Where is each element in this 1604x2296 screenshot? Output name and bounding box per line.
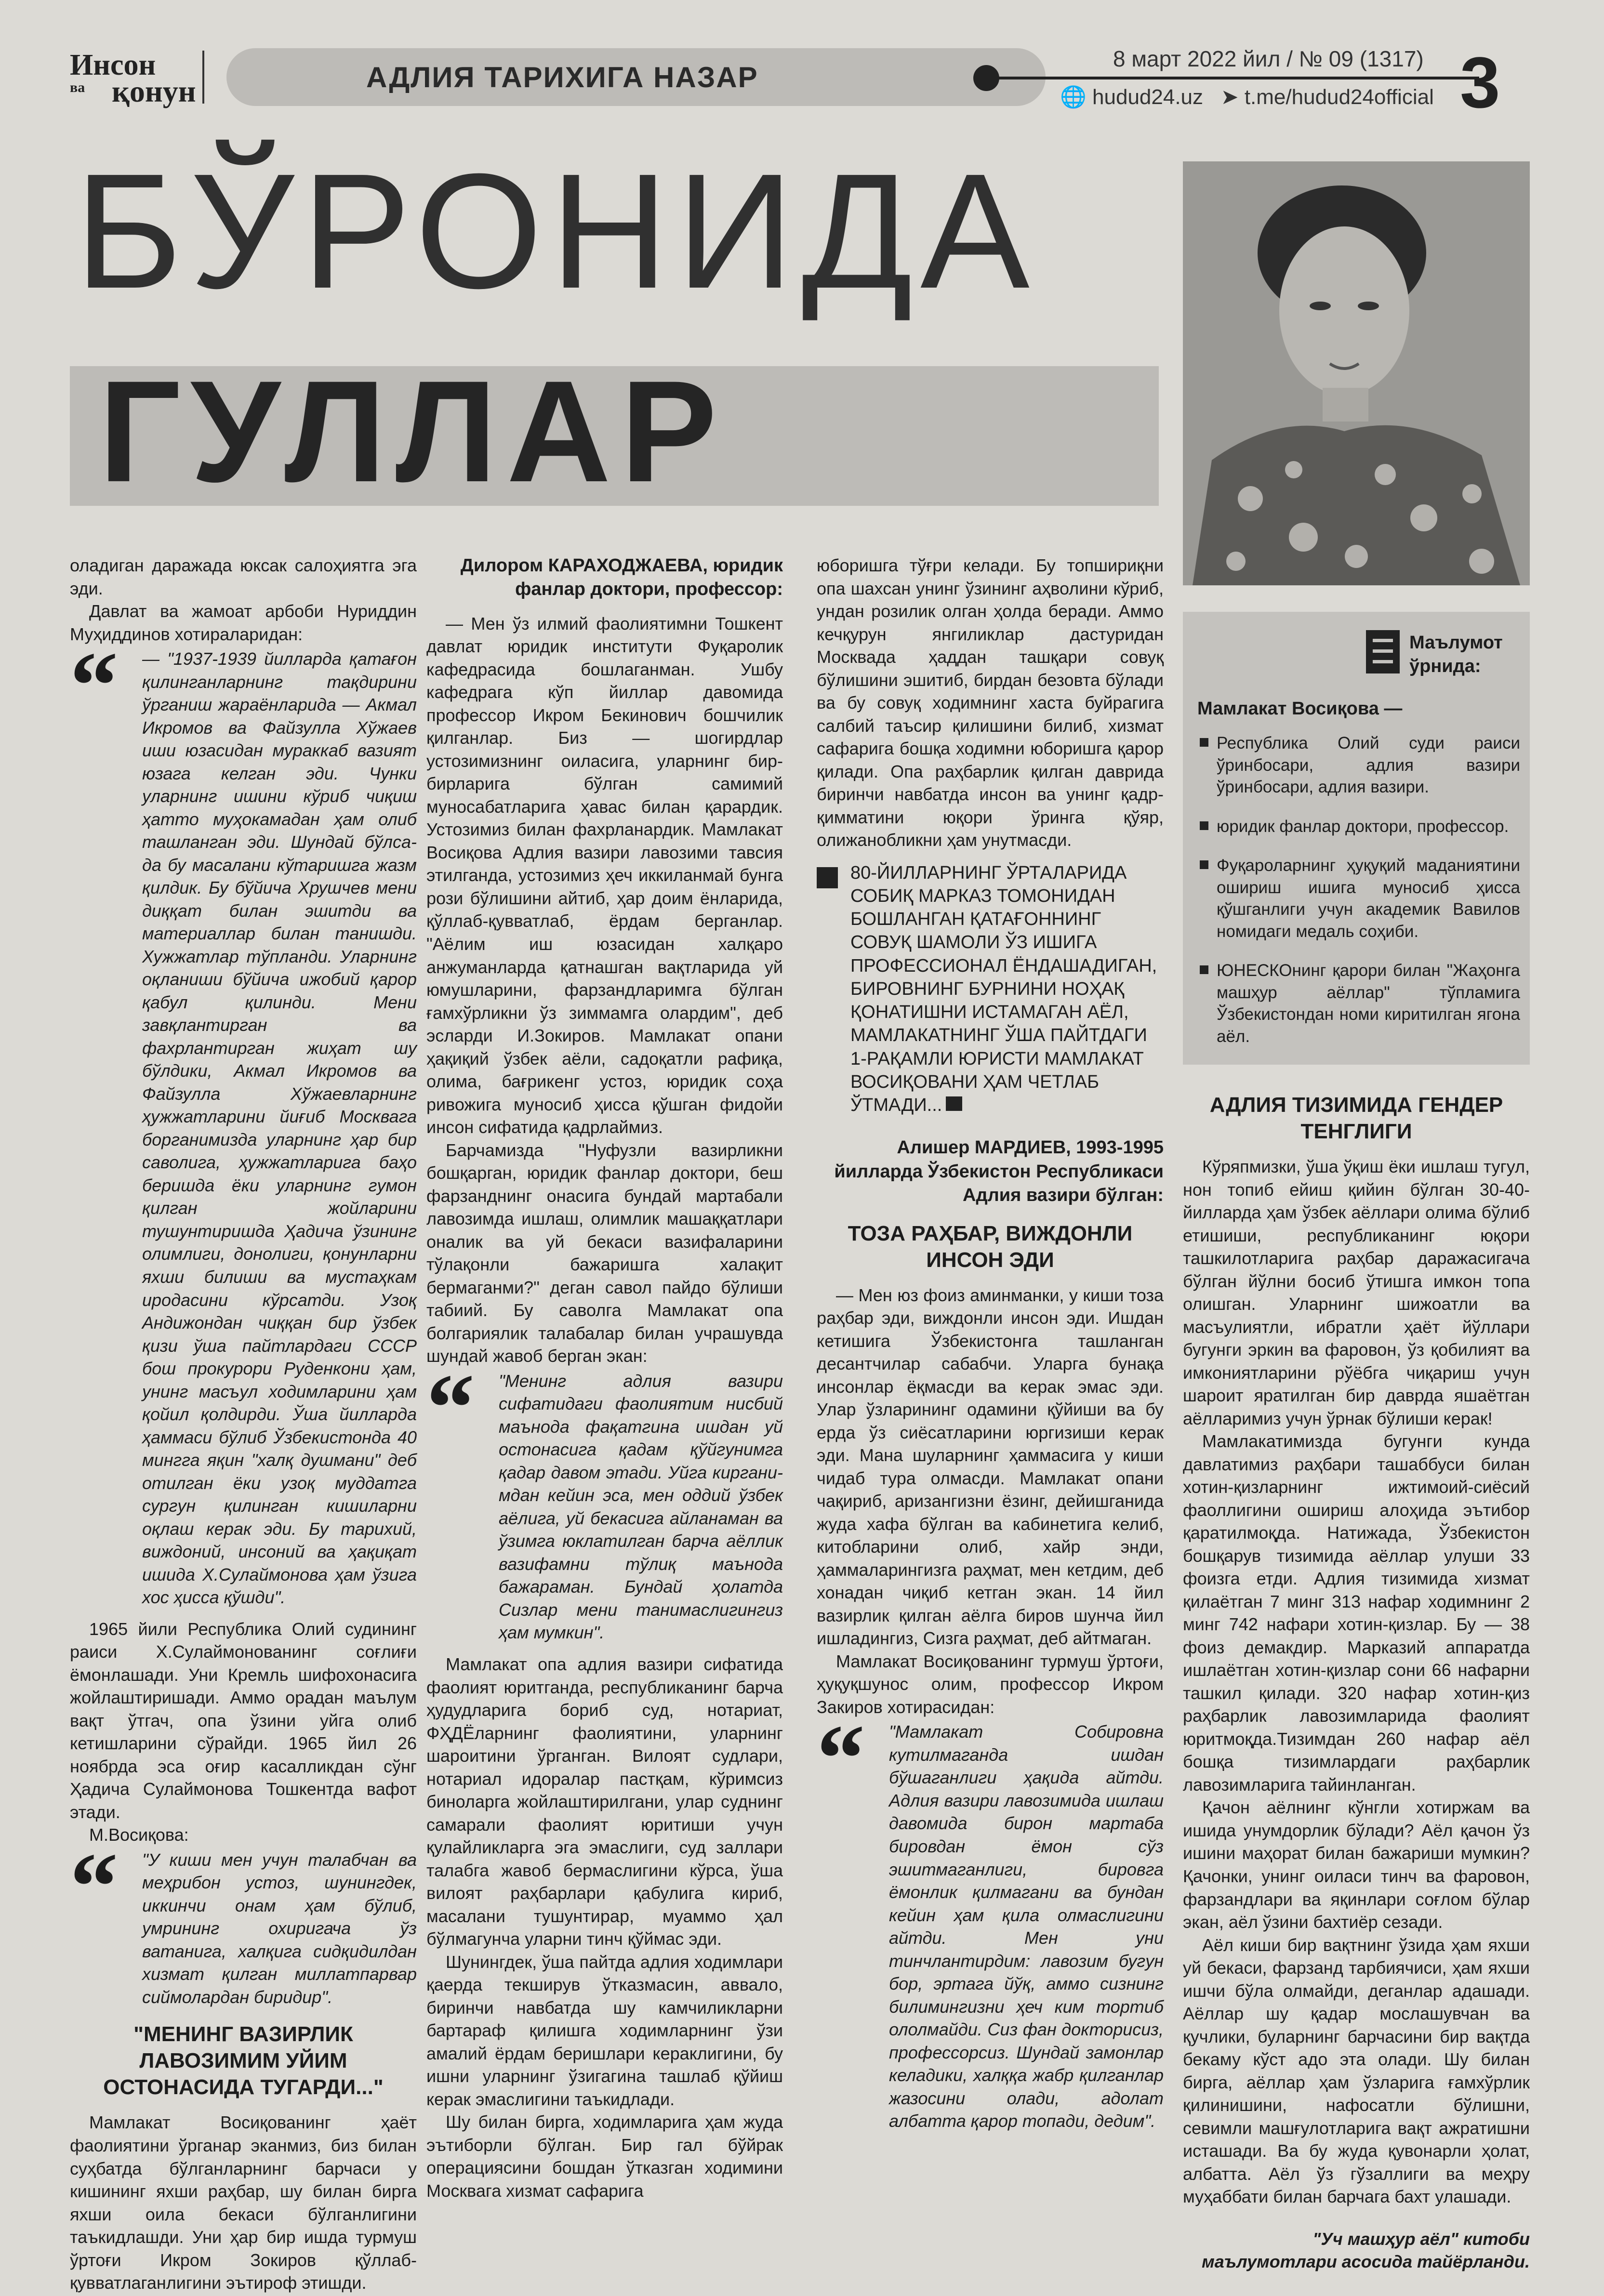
quote-block — [817, 1705, 1164, 2132]
paragraph: 1965 йили Республика Олий судининг раиси Х.Сулаймонованинг соғлиғи ёмонлашади. Уни Кремль шифохонасига жойлаштиришади. Аммо орадан маълум вақт ўтгач, опа ўзини уйга олиб кетишларини сўрайди. 1965 йил 26 ноябрда эса оғир касалликдан сўнг Ҳадича Сулаймонова Тошкентда вафот этади. — [70, 1619, 417, 1822]
headline-line1: БЎРОНИДА — [75, 140, 1037, 323]
quote-mark-icon: “ — [70, 1833, 118, 1940]
page-number: 3 — [1460, 42, 1500, 123]
paragraph: Шу билан бирга, ходимларига ҳам жуда эътиборли бўлган. Бир гал бўйрак операциясини бошдан ўтказган ходимини Москвага хизмат сафарига — [426, 2112, 783, 2201]
quote-text: "Менинг адлия вазири сифатидаги фаолиятим нисбий маънода фақатгина ишдан уй остонасига қадам қўйгунимга қадар давом этади. Уйга кирганимдан кейин эса, мен оддий ўзбек аёлига, уй бекасига айланаман ва ўзимга юклатилган барча аёллик вазифамни тўлиқ маънода бажараман. Бундай ҳолатда Сизлар мени танимаслигингиз ҳам мумкин". — [499, 1371, 783, 1643]
byline: Алишер МАРДИЕВ, 1993-1995 йилларда Ўзбекистон Республикаси Адлия вазири бўлган: — [834, 1137, 1164, 1206]
quote-mark-icon: “ — [426, 1354, 475, 1461]
paragraph: М.Восиқова: — [89, 1825, 189, 1845]
quote-text: — "1937-1939 йилларда қатағон қилинганларнинг тақдирини ўрганиш жараёнларида — Акмал Икромов ва Файзулла Хўжаев иши юзасидан мураккаб вазият юзага келган эди. Чунки уларнинг ишини кўриб чиқиш ҳатто муҳокамадан ҳам олиб ташланган эди. Шундай бўлса-да бу масалани кўтаришга жазм қилдик. Бу бўйича Хрушчев мени диққат билан эшитди ва материаллар билан танишди. Хужжатлар тўпланди. Уларнинг оқланиши бўйича ижобий қарор қабул қилинди. Мени завқлантирган ва фахрлантирган жиҳат шу бўлдики, Акмал Икромов ва Файзулла Хўжаевларнинг ҳужжатларини йиғиб Москвага борганимизда уларнинг ҳар бир саволига, ҳужжатларига баҳо беришда ёки уларнинг гумон қилган жойларини тушунтиришда Ҳадича ўзининг олимлиги, донолиги, қонунларни яхши билиши ва мустаҳкам иродасини кўрсатди. Узоқ Андижондан чиққан бир ўзбек қизи ўша пайтлардаги СССР бош прокурори Руденкони ҳам, унинг масъул ходимларини ҳам қойил қолдирди. Ўша йилларда ҳаммаси бўлиб Ўзбекистонда 40 мингга яқин "халқ душмани" деб отилган ёки узоқ муддатга сургун қилинган кишиларни оқлаш керак эди. Бу тарихий, виждоний, инсоний ва ҳақиқат ишида Х.Сулаймонова ҳам ўзига хос ҳисса қўшди". — [142, 649, 417, 1608]
paragraph: Қачон аёлнинг кўнгли хотиржам ва ишида унумдорлик бўлади? Аёл қачон ўз ишини маҳорат билан бажариши мумкин? Қачонки, унинг оиласи тинч ва фаровон, фарзандлари ва яқинлари соғлом бўлар экан, аёл ўзини бахтиёр сезади. — [1183, 1797, 1530, 1932]
headline-line2: ГУЛЛАР — [99, 350, 727, 512]
quote-text: "Мамлакат Собировна кутилмаганда ишдан бўшаганлиги ҳақида айтди. Адлия вазири лавозимида ишлаш давомида бирон мартаба бировдан ёмон сўз эшитмаганлиги, бировга ёмонлик қилмагани ва бундан кейин ҳам қила олмаслигини айтди. Мен уни тинчлантирдим: лавозим бугун бор, эртага йўқ, аммо сизнинг билимингизни ҳеч ким тортиб ололмайди. Сиз фан докторисиз, профессорсиз. Шундай замонлар келадики, халққа жабр қилганлар жазосини олади, адолат албатта қарор топади, дедим". — [889, 1722, 1164, 2131]
paragraph: Мамлакат Восиқованинг турмуш ўртоғи, ҳуқуқшунос олим, профессор Икром Закиров хотирасидан: — [817, 1651, 1164, 1717]
issue-date: 8 март 2022 йил / № 09 (1317) — [1113, 46, 1424, 71]
list-item: юридик фанлар доктори, профессор. — [1197, 816, 1520, 838]
corner-mark-end-icon — [946, 1096, 962, 1111]
column-4 — [1183, 1079, 1530, 2273]
paragraph: Кўряпмизки, ўша ўқиш ёки ишлаш тугул, нон топиб ейиш қийин бўлган 30-40-йилларда ҳам ўзбек аёллари олима бўлиб етишиши, республиканинг юқори ташкилотларига раҳбар даражасигача бўлган йўлни босиб ўтишга имкон топа олишган. Уларнинг шижоатли ва масъулиятли, ибратли ҳаёт йўллари бугунги эркин ва фаровон, ўз қобилият ва имкониятларини рўёбга чиқариш учун шароит яратилган бир даврда яшаётган аёлларимиз учун ўрнак бўлиши керак! — [1183, 1157, 1530, 1428]
header-rule — [997, 77, 1479, 79]
site-link[interactable]: hudud24.uz — [1092, 85, 1204, 109]
list-item: Республика Олий суди раиси ўринбосари, адлия вазири ўринбосари, адлия вазири. — [1197, 732, 1520, 798]
newspaper-logo — [67, 46, 198, 108]
pull-quote-text: 80-ЙИЛЛАРНИНГ ЎРТАЛАРИДА СОБИҚ МАРКАЗ ТОМОНИДАН БОШЛАНГАН ҚАТАҒОННИНГ СОВУҚ ШАМОЛИ ЎЗ ИШИГА ПРОФЕССИОНАЛ ЁНДАШАДИГАН, БИРОВНИНГ БУРНИНИ НОҲАҚ ҚОНАТИШНИ ИСТАМАГАН АЁЛ, МАМЛАКАТНИНГ ЎША ПАЙТДАГИ 1-РАҚАМЛИ ЮРИСТИ МАМЛАКАТ ВОСИҚОВАНИ ҲАМ ЧЕТЛАБ ЎТМАДИ... — [850, 862, 1157, 1116]
info-sidebar — [1183, 612, 1530, 1065]
column-1 — [70, 554, 417, 2295]
byline: Дилором КАРАХОДЖАЕВА, юридик фанлар доктори, профессор: — [460, 555, 783, 600]
paragraph: Мамлакат опа адлия вазири сифатида фаолият юритганда, республиканинг барча ҳудудларига бориб суд, нотариат, ФҲДЁларнинг фаолиятини, уларнинг шароитини ўрганган. Вилоят судлари, нотариал идоралар пастқам, кўримсиз биноларга жойлаштирилгани, улар суднинг самарали фаолият юритиши учун қулайликларга эга эмаслиги, суд заллари талабга жавоб бермаслигини кўрса, ўша вилоят раҳбарлари қабулига кириб, масалани тушунтирар, муаммо ҳал бўлмагунча уларни тинч қўймас эди. — [426, 1654, 783, 1949]
paragraph: оладиган даражада юксак салоҳиятга эга эди. — [70, 555, 417, 598]
quote-mark-icon: “ — [70, 633, 118, 739]
quote-text: "У киши мен учун талабчан ва меҳрибон устоз, шунингдек, иккинчи онам ҳам бўлиб, умрининг охиригача ўз ватанига, халқига сидқидилдан хизмат қилган миллатпарвар сиймолардан биридир". — [142, 1849, 417, 2007]
logo-word-small: ва — [70, 79, 85, 95]
paragraph: Аёл киши бир вақтнинг ўзида ҳам яхши уй бекаси, фарзанд тарбиячиси, ҳам яхши ишчи бўла олмайди, деганлар адашади. Аёллар шу қадар мослашувчан ва қучлики, буларнинг барчасини бир вақтда бекаму кўст адо эта олади. Шу билан бирга, аёллар ҳам ўзларига ғамхўрлик қилинишини, нафосатли бўлишни, севимли машғулотларига вақт ажратишни исташади. Ва бу жуда қувонарли ҳолат, албатта. Аёл ўз гўзаллиги ва меҳру муҳаббати билан барчага бахт улашади. — [1183, 1935, 1530, 2207]
portrait-photo — [1183, 161, 1530, 585]
paragraph: — Мен ўз илмий фаолиятимни Тошкент давлат юридик институти Фуқаролик кафедрасида бошлаганман. Ушбу кафедрага кўп йиллар давомида профессор Икром Бекинович бошчилик қилганлар. Биз — шогирдлар устозимизнинг оиласига, уларнинг бир-бирларига бўлган самимий муносабатларига ҳавас билан қарардик. Устозимиз билан фахрланардик. Мамлакат Восиқова Адлия вазири лавозими тавсия этилганда, устозимиз ҳеч иккиланмай бунга рози бўлишини айтиб, ҳар доим ёнларида, қўллаб-қувватлаб, ёрдам берганлар. "Аёлим иш юзасидан халқаро анжуманларда қатнашган вақтларида уй юмушларини, фарзандларимга бўлган ғамхўрликни ўз зиммамга олардим", деб эсларди И.Зокиров. Мамлакат опани ҳақиқий ўзбек аёли, садоқатли рафиқа, олима, бағрикенг устоз, юридик соҳа ривожига муносиб ҳисса қўшган фидойи инсон сифатида қадрлаймиз. — [426, 613, 783, 1137]
subheading: АДЛИЯ ТИЗИМИДА ГЕНДЕР ТЕНГЛИГИ — [1209, 1093, 1503, 1143]
section-rubric — [226, 48, 1046, 106]
column-3 — [817, 554, 1164, 2141]
masthead — [67, 42, 1513, 123]
telegram-icon: ➤ — [1220, 85, 1239, 109]
sidebar-list — [1197, 732, 1520, 1065]
corner-mark-icon — [817, 867, 838, 888]
document-icon — [1366, 630, 1400, 673]
sidebar-name: Мамлакат Восиқова — — [1197, 699, 1403, 719]
list-item: Фуқароларнинг ҳуқуқий маданиятини ошириш ишига муносиб ҳисса қўшганлиги учун академик Вавилов номидаги медаль соҳиби. — [1197, 855, 1520, 942]
logo-divider — [202, 51, 204, 104]
logo-word-top: Инсон — [70, 49, 156, 81]
paragraph: Мамлакат Восиқованинг ҳаёт фаолиятини ўрганар эканмиз, биз билан суҳбатда бўлганларнинг барчаси у кишининг яхши раҳбар, шу билан бирга яхши оила бекаси бўлганлигини таъкидлашди. Уни ҳар бир ишда турмуш ўртоғи Икром Зокиров қўллаб-қувватлаганлигини эътироф этишди. — [70, 2112, 417, 2293]
logo-word-bottom: қонун — [112, 74, 196, 108]
subheading: ТОЗА РАҲБАР, ВИЖДОНЛИ ИНСОН ЭДИ — [848, 1221, 1133, 1272]
pull-quote — [817, 861, 1164, 1117]
rubric-label: АДЛИЯ ТАРИХИГА НАЗАР — [366, 61, 758, 93]
column-2 — [426, 554, 783, 2202]
paragraph: Давлат ва жамоат арбоби Нуриддин Муҳиддинов хотираларидан: — [70, 601, 417, 644]
quote-block — [70, 633, 417, 1609]
rule-dot — [973, 65, 999, 91]
portrait-image — [1183, 161, 1530, 585]
paragraph: юборишга тўғри келади. Бу топшириқни опа шахсан унинг ўзининг аҳволини кўриб, ундан розилик олган ҳолда беради. Аммо кечқурун янгиликлар дастуридан Москвада ҳаддан ташқари совуқ бўлишини эшитиб, бирдан безовта бўлади ва бу совуқ ходимнинг хаста буйрагига салбий таъсир қилишини билиб, хизмат сафарига бошқа ходимни юборишга қарор қилади. Опа раҳбарлик қилган даврида биринчи навбатда инсон ва унинг қадр-қимматини юқори ўринга қўяр, олижанобликни ҳам унутмасди. — [817, 555, 1164, 850]
quote-block — [426, 1354, 783, 1644]
telegram-link[interactable]: t.me/hudud24official — [1244, 85, 1434, 109]
quote-mark-icon: “ — [817, 1705, 865, 1812]
paragraph: Шунингдек, ўша пайтда адлия ходимлари қаерда текширув ўтказмасин, аввало, биринчи навбатда шу камчиликларни бартараф қилишга ходимларнинг ўзи амалий ёрдам беришлари кераклигини, бу ишни уларнинг ўзигагина ташлаб қўйиш керак эмаслигини таъкидлади. — [426, 1952, 783, 2109]
source-note: "Уч машҳур аёл" китоби маълумотлари асосида тайёрланди. — [1202, 2229, 1530, 2272]
paragraph: — Мен юз фоиз аминманки, у киши тоза раҳбар эди, виждонли инсон эди. Ишдан кетишига Ўзбекистонга ташланган десантчилар сабабчи. Уларга бунақа инсонлар ёқмасди ва керак эмас эди. Улар ўзларининг одамини қўйиши ва бу ерда ўз сиёсатларини юргизиши керак эди. Мана шуларнинг ҳаммасига у киши чидаб тура олмасди. Мамлакат опани чақириб, аризангизни ёзинг, дейишганида жуда хафа бўлган ва кабинетига келиб, китобларини олиб, хайр энди, ҳаммаларингизга раҳмат, мен кетдим, деб хонадан чиқиб кетган экан. 14 йил вазирлик қилган аёлга биров шунча йил ишладингиз, Сизга раҳмат, деб айтмаган. — [817, 1285, 1164, 1649]
header-links — [1060, 84, 1434, 109]
paragraph: Барчамизда "Нуфузли вазирликни бошқарган, юридик фанлар доктори, беш фарзанднинг онасига бундай мартабали лавозимда ишлаш, олимлик машаққатлари оналик ва уй бекаси вазифаларини тўлақонли бажаришга халақит бермаганми?" деган савол пайдо бўлиши табиий. Бу саволга Мамлакат опа болгариялик талабалар билан учрашувда шундай жавоб берган экан: — [426, 1140, 783, 1366]
subheading: "МЕНИНГ ВАЗИРЛИК ЛАВОЗИМИМ УЙИМ ОСТОНАСИДА ТУГАРДИ..." — [103, 2022, 384, 2099]
paragraph: Мамлакатимизда бугунги кунда давлатимиз раҳбари ташаббуси билан хотин-қизларнинг ижтимоий-сиёсий фаоллигини ошириш алоҳида эътибор қаратилмоқда. Натижада, Ўзбекистон бошқарув тизимида аёллар улуши 33 фоизга етди. Адлия тизимида хизмат қилаётган 7 минг 313 нафар ходимнинг 2 минг 742 нафари хотин-қизлар. Бу — 38 фоиз демакдир. Марказий аппаратда ишлаётган хотин-қизлар сони 66 нафарни ташкил қилади. 320 нафар хотин-қиз раҳбарлик лавозимларида фаолият юритмоқда.Тизимдан 260 нафар аёл бошқа тизимлардаги раҳбарлик лавозимларига тайинланган. — [1183, 1431, 1530, 1795]
sidebar-title: Маълумот ўрнида: — [1409, 633, 1503, 677]
list-item: ЮНЕСКОнинг қарори билан "Жаҳонга машҳур аёллар" тўпламига Ўзбекистондан номи киритилган ягона аёл. — [1197, 960, 1520, 1047]
globe-icon: 🌐 — [1060, 85, 1087, 109]
